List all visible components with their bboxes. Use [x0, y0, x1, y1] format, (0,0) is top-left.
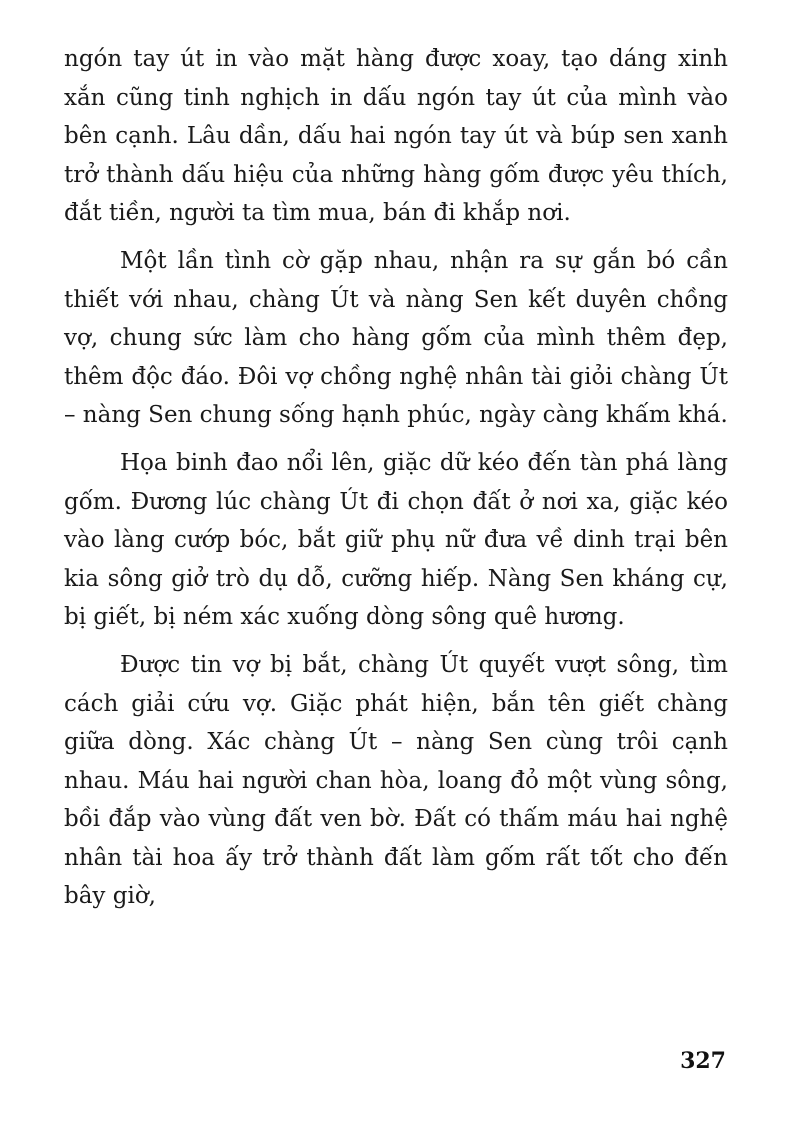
paragraph: Được tin vợ bị bắt, chàng Út quyết vượt sông, tìm cách giải cứu vợ. Giặc phát hiện, bắn tên giết chàng giữa dòng. Xác chàng Út – nàng Sen cùng trôi cạnh nhau. Máu hai người chan hòa, loang đỏ một vùng sông, bồi đắp vào vùng đất ven bờ. Đất có thấm máu hai nghệ nhân tài hoa ấy trở thành đất làm gốm rất tốt cho đến bây giờ, [64, 651, 728, 910]
body-text [64, 40, 728, 925]
paragraph-continuation: ngón tay út in vào mặt hàng được xoay, tạo dáng xinh xắn cũng tinh nghịch in dấu ngón tay út của mình vào bên cạnh. Lâu dần, dấu hai ngón tay út và búp sen xanh trở thành dấu hiệu của những hàng gốm được yêu thích, đắt tiền, người ta tìm mua, bán đi khắp nơi. [64, 46, 728, 227]
paragraph: Một lần tình cờ gặp nhau, nhận ra sự gắn bó cần thiết với nhau, chàng Út và nàng Sen kết duyên chồng vợ, chung sức làm cho hàng gốm của mình thêm đẹp, thêm độc đáo. Đôi vợ chồng nghệ nhân tài giỏi chàng Út – nàng Sen chung sống hạnh phúc, ngày càng khấm khá. [64, 247, 728, 429]
paragraph: Họa binh đao nổi lên, giặc dữ kéo đến tàn phá làng gốm. Đương lúc chàng Út đi chọn đất ở nơi xa, giặc kéo vào làng cướp bóc, bắt giữ phụ nữ đưa về dinh trại bên kia sông giở trò dụ dỗ, cưỡng hiếp. Nàng Sen kháng cự, bị giết, bị ném xác xuống dòng sông quê hương. [64, 449, 728, 631]
page-number: 327 [680, 1048, 726, 1074]
